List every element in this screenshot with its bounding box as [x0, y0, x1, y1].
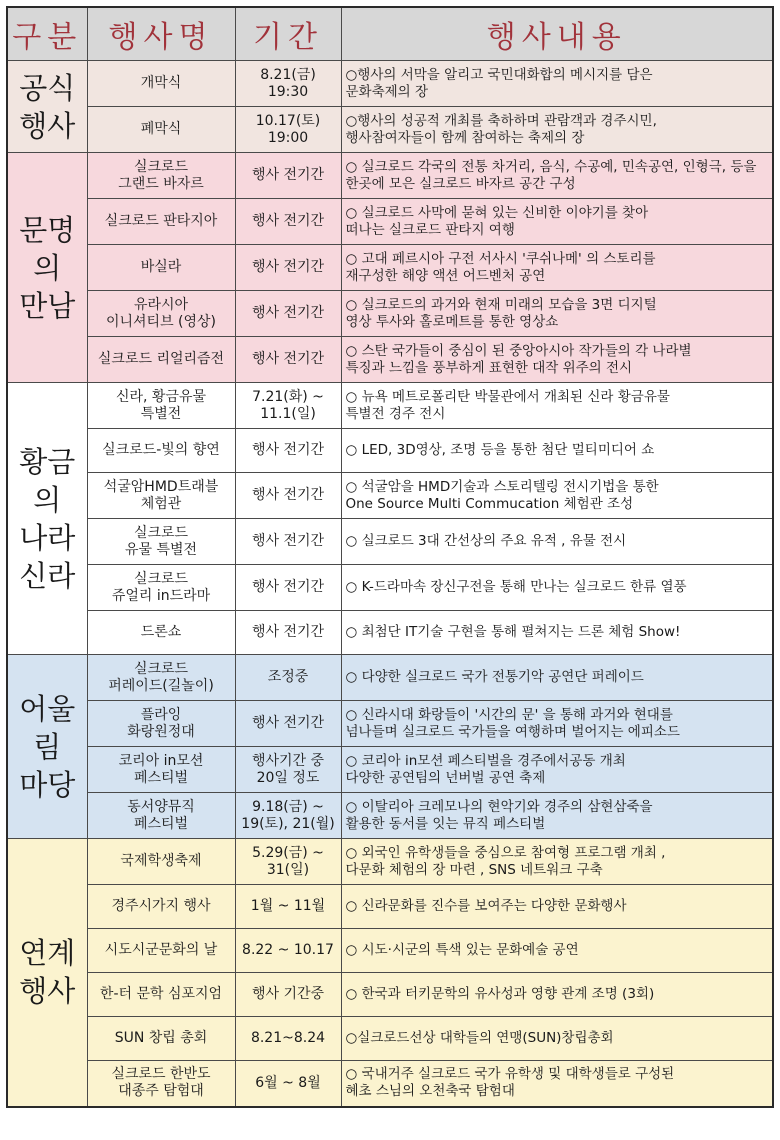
table-row [7, 383, 773, 429]
event-name: 실크로드 쥬얼리 in드라마 [87, 565, 235, 611]
event-description: ○ 실크로드의 과거와 현재 미래의 모습을 3면 디지털 영상 투사와 홀로메트를 통한 영상쇼 [341, 291, 773, 337]
event-period: 8.21(금) 19:30 [235, 61, 341, 107]
event-name: 실크로드 판타지아 [87, 199, 235, 245]
event-description: ○행사의 서막을 알리고 국민대화합의 메시지를 담은 문화축제의 장 [341, 61, 773, 107]
event-schedule-table [6, 6, 774, 1108]
category-harmony-yard: 어울 림 마당 [7, 655, 87, 839]
table-row [7, 747, 773, 793]
event-description: ○ 외국인 유학생들을 중심으로 참여형 프로그램 개최 , 다문화 체험의 장 마련 , SNS 네트워크 구축 [341, 839, 773, 885]
event-name: 실크로드 유물 특별전 [87, 519, 235, 565]
event-name: 코리아 in모션 페스티벌 [87, 747, 235, 793]
category-linked-events: 연계 행사 [7, 839, 87, 1107]
event-period: 7.21(화) ~ 11.1(일) [235, 383, 341, 429]
table-row [7, 519, 773, 565]
header-row [7, 7, 773, 61]
event-period: 10.17(토) 19:00 [235, 107, 341, 153]
event-description: ○ 실크로드 각국의 전통 차거리, 음식, 수공예, 민속공연, 인형극, 등을 한곳에 모은 실크로드 바자르 공간 구성 [341, 153, 773, 199]
table-row [7, 885, 773, 929]
event-name: 경주시가지 행사 [87, 885, 235, 929]
table-row [7, 793, 773, 839]
event-period: 6월 ~ 8월 [235, 1061, 341, 1107]
event-name: 한-터 문학 심포지엄 [87, 973, 235, 1017]
table-row [7, 655, 773, 701]
event-period: 행사 전기간 [235, 199, 341, 245]
event-name: 석굴암HMD트래블 체험관 [87, 473, 235, 519]
table-row [7, 839, 773, 885]
event-name: 개막식 [87, 61, 235, 107]
event-period: 행사 전기간 [235, 429, 341, 473]
event-period: 1월 ~ 11월 [235, 885, 341, 929]
event-name: 유라시아 이니셔티브 (영상) [87, 291, 235, 337]
event-name: 플라잉 화랑원정대 [87, 701, 235, 747]
event-description: ○ 한국과 터키문학의 유사성과 영향 관계 조명 (3회) [341, 973, 773, 1017]
event-period: 행사 전기간 [235, 337, 341, 383]
table-row [7, 153, 773, 199]
event-name: 실크로드 리얼리즘전 [87, 337, 235, 383]
event-description: ○ 최첨단 IT기술 구현을 통해 펼쳐지는 드론 체험 Show! [341, 611, 773, 655]
table-row [7, 199, 773, 245]
event-period: 행사 전기간 [235, 291, 341, 337]
event-description: ○행사의 성공적 개최를 축하하며 관람객과 경주시민, 행사참여자들이 함께 참여하는 축제의 장 [341, 107, 773, 153]
event-name: 국제학생축제 [87, 839, 235, 885]
event-period: 행사 전기간 [235, 701, 341, 747]
category-golden-silla: 황금 의 나라 신라 [7, 383, 87, 655]
header-event-name: 행사명 [87, 7, 235, 61]
event-name: 실크로드 퍼레이드(길놀이) [87, 655, 235, 701]
header-category: 구분 [7, 7, 87, 61]
table-row [7, 565, 773, 611]
event-name: 실크로드 한반도 대종주 탐험대 [87, 1061, 235, 1107]
event-period: 행사 기간중 [235, 973, 341, 1017]
event-name: 드론쇼 [87, 611, 235, 655]
event-description: ○ 신라시대 화랑들이 '시간의 문' 을 통해 과거와 현대를 넘나들며 실크로드 국가들을 여행하며 벌어지는 에피소드 [341, 701, 773, 747]
event-name: SUN 창립 총회 [87, 1017, 235, 1061]
event-period: 행사기간 중 20일 정도 [235, 747, 341, 793]
event-description: ○ K-드라마속 장신구전을 통해 만나는 실크로드 한류 열풍 [341, 565, 773, 611]
event-description: ○ LED, 3D영상, 조명 등을 통한 첨단 멀티미디어 쇼 [341, 429, 773, 473]
event-period: 행사 전기간 [235, 245, 341, 291]
table-row [7, 291, 773, 337]
event-description: ○ 다양한 실크로드 국가 전통기악 공연단 퍼레이드 [341, 655, 773, 701]
event-period: 8.21~8.24 [235, 1017, 341, 1061]
event-period: 8.22 ~ 10.17 [235, 929, 341, 973]
event-name: 바실라 [87, 245, 235, 291]
event-name: 동서양뮤직 페스티벌 [87, 793, 235, 839]
event-description: ○ 이탈리아 크레모나의 현악기와 경주의 삼현삼죽을 활용한 동서를 잇는 뮤직 페스티벌 [341, 793, 773, 839]
event-period: 행사 전기간 [235, 519, 341, 565]
table-row [7, 473, 773, 519]
header-content: 행사내용 [341, 7, 773, 61]
event-period: 행사 전기간 [235, 473, 341, 519]
category-official-events: 공식 행사 [7, 61, 87, 153]
table-row [7, 1017, 773, 1061]
event-description: ○ 고대 페르시아 구전 서사시 '쿠쉬나메' 의 스토리를 재구성한 해양 액션 어드벤처 공연 [341, 245, 773, 291]
event-name: 실크로드 그랜드 바자르 [87, 153, 235, 199]
event-name: 시도시군문화의 날 [87, 929, 235, 973]
event-description: ○ 석굴암을 HMD기술과 스토리텔링 전시기법을 통한 One Source Multi Commucation 체험관 조성 [341, 473, 773, 519]
table-row [7, 1061, 773, 1107]
table-row [7, 61, 773, 107]
event-description: ○실크로드선상 대학들의 연맹(SUN)창립총회 [341, 1017, 773, 1061]
table-row [7, 929, 773, 973]
table-row [7, 429, 773, 473]
event-description: ○ 코리아 in모션 페스티벌을 경주에서공동 개최 다양한 공연팀의 넌버벌 공연 축제 [341, 747, 773, 793]
event-description: ○ 스탄 국가들이 중심이 된 중앙아시아 작가들의 각 나라별 특징과 느낌을 풍부하게 표현한 대작 위주의 전시 [341, 337, 773, 383]
category-civilization-encounter: 문명 의 만남 [7, 153, 87, 383]
event-period: 조정중 [235, 655, 341, 701]
table-row [7, 337, 773, 383]
event-description: ○ 실크로드 3대 간선상의 주요 유적 , 유물 전시 [341, 519, 773, 565]
event-name: 실크로드-빛의 향연 [87, 429, 235, 473]
event-period: 행사 전기간 [235, 611, 341, 655]
event-description: ○ 국내거주 실크로드 국가 유학생 및 대학생들로 구성된 혜초 스님의 오천축국 탐험대 [341, 1061, 773, 1107]
event-description: ○ 실크로드 사막에 묻혀 있는 신비한 이야기를 찾아 떠나는 실크로드 판타지 여행 [341, 199, 773, 245]
table-row [7, 973, 773, 1017]
table-row [7, 245, 773, 291]
event-name: 신라, 황금유물 특별전 [87, 383, 235, 429]
table-row [7, 701, 773, 747]
event-description: ○ 신라문화를 진수를 보여주는 다양한 문화행사 [341, 885, 773, 929]
event-period: 행사 전기간 [235, 565, 341, 611]
header-period: 기간 [235, 7, 341, 61]
event-description: ○ 뉴욕 메트로폴리탄 박물관에서 개최된 신라 황금유물 특별전 경주 전시 [341, 383, 773, 429]
event-period: 행사 전기간 [235, 153, 341, 199]
table-row [7, 107, 773, 153]
event-description: ○ 시도·시군의 특색 있는 문화예술 공연 [341, 929, 773, 973]
table-row [7, 611, 773, 655]
event-name: 폐막식 [87, 107, 235, 153]
event-period: 9.18(금) ~ 19(토), 21(월) [235, 793, 341, 839]
event-period: 5.29(금) ~ 31(일) [235, 839, 341, 885]
